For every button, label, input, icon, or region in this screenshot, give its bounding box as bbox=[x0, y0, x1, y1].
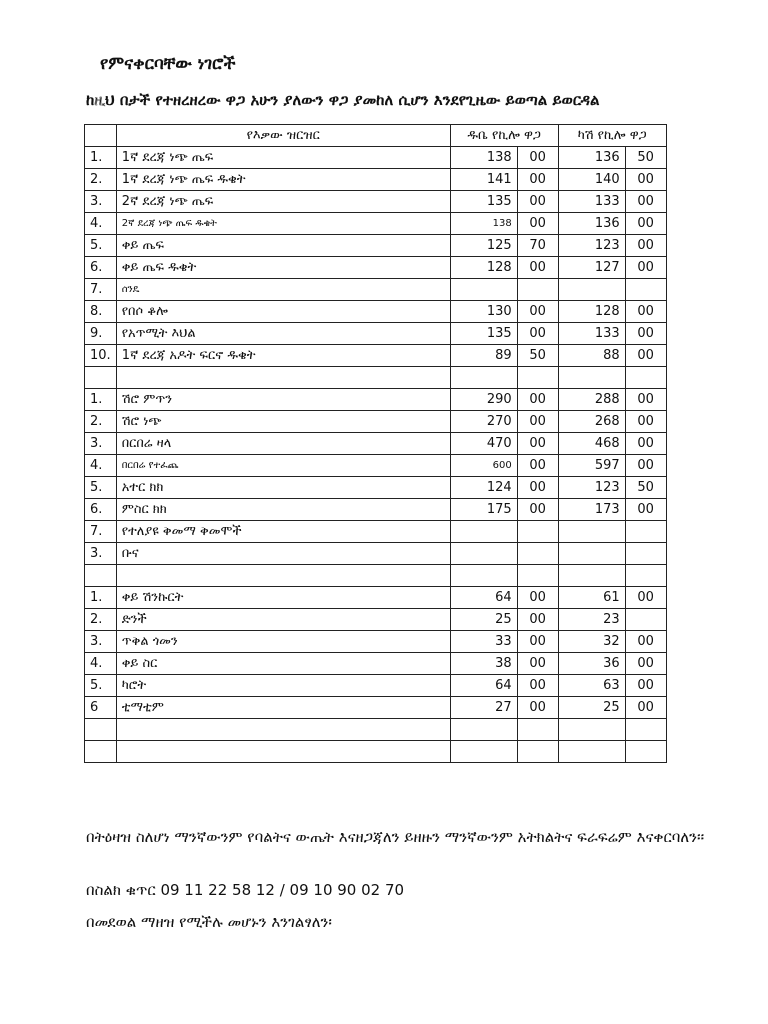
credit-price: 135 bbox=[450, 323, 517, 345]
cash-cents: 00 bbox=[625, 345, 666, 367]
credit-price bbox=[450, 367, 517, 389]
table-row bbox=[85, 433, 667, 455]
item-name bbox=[116, 367, 450, 389]
credit-price: 89 bbox=[450, 345, 517, 367]
credit-price: 64 bbox=[450, 675, 517, 697]
credit-price: 27 bbox=[450, 697, 517, 719]
credit-price: 600 bbox=[450, 455, 517, 477]
row-number: 10. bbox=[85, 345, 117, 367]
table-row bbox=[85, 741, 667, 763]
cash-cents bbox=[625, 565, 666, 587]
cash-price: 88 bbox=[558, 345, 625, 367]
cash-cents: 50 bbox=[625, 477, 666, 499]
footer-phone: በስልክ ቁጥር 09 11 22 58 12 / 09 10 90 02 70 bbox=[86, 881, 405, 899]
row-number: 2. bbox=[85, 411, 117, 433]
cash-cents: 00 bbox=[625, 675, 666, 697]
credit-cents: 00 bbox=[517, 455, 558, 477]
table-row bbox=[85, 257, 667, 279]
cash-price bbox=[558, 565, 625, 587]
credit-cents bbox=[517, 565, 558, 587]
table-row bbox=[85, 169, 667, 191]
cash-price: 140 bbox=[558, 169, 625, 191]
item-name: ድንች bbox=[116, 609, 450, 631]
cash-cents: 00 bbox=[625, 455, 666, 477]
credit-cents: 00 bbox=[517, 147, 558, 169]
cash-price: 468 bbox=[558, 433, 625, 455]
table-row bbox=[85, 367, 667, 389]
table-row bbox=[85, 697, 667, 719]
table-row bbox=[85, 455, 667, 477]
credit-price bbox=[450, 719, 517, 741]
cash-cents: 00 bbox=[625, 389, 666, 411]
credit-price bbox=[450, 741, 517, 763]
credit-cents bbox=[517, 521, 558, 543]
credit-cents: 00 bbox=[517, 433, 558, 455]
table-row bbox=[85, 191, 667, 213]
credit-price: 470 bbox=[450, 433, 517, 455]
table-row bbox=[85, 323, 667, 345]
cash-price: 123 bbox=[558, 477, 625, 499]
row-number: 2. bbox=[85, 169, 117, 191]
credit-price: 290 bbox=[450, 389, 517, 411]
item-name: ቀይ ሽንኩርት bbox=[116, 587, 450, 609]
row-number: 1. bbox=[85, 587, 117, 609]
cash-cents bbox=[625, 719, 666, 741]
table-row bbox=[85, 499, 667, 521]
cash-cents: 50 bbox=[625, 147, 666, 169]
item-name: ምስር ክክ bbox=[116, 499, 450, 521]
credit-price: 25 bbox=[450, 609, 517, 631]
item-name bbox=[116, 565, 450, 587]
item-name: የተለያዩ ቅመማ ቅመሞች bbox=[116, 521, 450, 543]
item-name: ሰንዴ bbox=[116, 279, 450, 301]
cash-cents: 00 bbox=[625, 433, 666, 455]
cash-price: 136 bbox=[558, 147, 625, 169]
cash-price bbox=[558, 367, 625, 389]
cash-cents: 00 bbox=[625, 301, 666, 323]
cash-price: 123 bbox=[558, 235, 625, 257]
credit-cents: 00 bbox=[517, 389, 558, 411]
cash-cents: 00 bbox=[625, 191, 666, 213]
item-name: ካሮት bbox=[116, 675, 450, 697]
price-table bbox=[84, 124, 667, 763]
row-number: 7. bbox=[85, 279, 117, 301]
table-header-row bbox=[85, 125, 667, 147]
table-row bbox=[85, 301, 667, 323]
cash-cents bbox=[625, 741, 666, 763]
credit-cents: 00 bbox=[517, 411, 558, 433]
cash-price: 173 bbox=[558, 499, 625, 521]
row-number: 3. bbox=[85, 543, 117, 565]
cash-price: 32 bbox=[558, 631, 625, 653]
table-row bbox=[85, 147, 667, 169]
credit-cents: 00 bbox=[517, 631, 558, 653]
cash-cents: 00 bbox=[625, 213, 666, 235]
cash-price bbox=[558, 543, 625, 565]
credit-cents bbox=[517, 741, 558, 763]
cash-cents bbox=[625, 609, 666, 631]
cash-price: 127 bbox=[558, 257, 625, 279]
table-row bbox=[85, 521, 667, 543]
credit-cents bbox=[517, 543, 558, 565]
credit-cents: 00 bbox=[517, 609, 558, 631]
credit-price bbox=[450, 521, 517, 543]
credit-price: 124 bbox=[450, 477, 517, 499]
cash-cents bbox=[625, 367, 666, 389]
table-row bbox=[85, 675, 667, 697]
item-name: በርበሬ ዛላ bbox=[116, 433, 450, 455]
table-row bbox=[85, 279, 667, 301]
item-name: አተር ክክ bbox=[116, 477, 450, 499]
row-number: 4. bbox=[85, 455, 117, 477]
item-name: የበሶ ቆሎ bbox=[116, 301, 450, 323]
row-number: 1. bbox=[85, 147, 117, 169]
header-cash-price: ካሽ የኪሎ ዋጋ bbox=[558, 125, 666, 147]
cash-cents bbox=[625, 543, 666, 565]
table-row bbox=[85, 235, 667, 257]
credit-price: 125 bbox=[450, 235, 517, 257]
item-name: ቀይ ጤፍ bbox=[116, 235, 450, 257]
cash-price bbox=[558, 279, 625, 301]
credit-price bbox=[450, 543, 517, 565]
row-number: 5. bbox=[85, 235, 117, 257]
table-row bbox=[85, 543, 667, 565]
cash-price: 597 bbox=[558, 455, 625, 477]
row-number: 7. bbox=[85, 521, 117, 543]
item-name: ቡና bbox=[116, 543, 450, 565]
table-row bbox=[85, 477, 667, 499]
cash-price: 136 bbox=[558, 213, 625, 235]
credit-price: 138 bbox=[450, 213, 517, 235]
item-name: 2ኛ ደረጃ ነጭ ጤፍ ዱቄት bbox=[116, 213, 450, 235]
header-item-list: የእቃው ዝርዝር bbox=[116, 125, 450, 147]
table-row bbox=[85, 587, 667, 609]
cash-cents: 00 bbox=[625, 653, 666, 675]
row-number: 6. bbox=[85, 499, 117, 521]
item-name: ቲማቲም bbox=[116, 697, 450, 719]
item-name: 1ኛ ደረጃ ነጭ ጤፍ ዱቄት bbox=[116, 169, 450, 191]
credit-cents: 00 bbox=[517, 257, 558, 279]
table-row bbox=[85, 653, 667, 675]
cash-cents: 00 bbox=[625, 257, 666, 279]
cash-price: 36 bbox=[558, 653, 625, 675]
cash-cents: 00 bbox=[625, 323, 666, 345]
page-title: የምናቀርባቸው ነገሮች bbox=[100, 54, 236, 74]
cash-price: 61 bbox=[558, 587, 625, 609]
credit-cents: 00 bbox=[517, 323, 558, 345]
cash-price: 63 bbox=[558, 675, 625, 697]
cash-cents: 00 bbox=[625, 169, 666, 191]
row-number: 3. bbox=[85, 433, 117, 455]
credit-price bbox=[450, 565, 517, 587]
row-number: 6. bbox=[85, 257, 117, 279]
item-name: 1ኛ ደረጃ ነጭ ጤፍ bbox=[116, 147, 450, 169]
credit-cents: 00 bbox=[517, 191, 558, 213]
credit-price: 38 bbox=[450, 653, 517, 675]
credit-price: 270 bbox=[450, 411, 517, 433]
cash-cents: 00 bbox=[625, 587, 666, 609]
row-number: 6 bbox=[85, 697, 117, 719]
credit-cents: 00 bbox=[517, 697, 558, 719]
cash-price: 288 bbox=[558, 389, 625, 411]
item-name bbox=[116, 741, 450, 763]
table-row bbox=[85, 213, 667, 235]
credit-price: 130 bbox=[450, 301, 517, 323]
cash-price: 133 bbox=[558, 323, 625, 345]
credit-price: 135 bbox=[450, 191, 517, 213]
table-row bbox=[85, 631, 667, 653]
table-row bbox=[85, 411, 667, 433]
row-number: 3. bbox=[85, 191, 117, 213]
table-row bbox=[85, 609, 667, 631]
cash-price bbox=[558, 521, 625, 543]
page-subtitle: ከዚህ በታች የተዘረዘረው ዋጋ አሁን ያለውን ዋጋ ያመከለ ሲሆን እንደየጊዜው ይወጣል ይወርዳል bbox=[86, 91, 600, 109]
cash-cents: 00 bbox=[625, 235, 666, 257]
credit-cents bbox=[517, 719, 558, 741]
item-name: 1ኛ ደረጃ አዶት ፍርኖ ዱቄት bbox=[116, 345, 450, 367]
row-number bbox=[85, 741, 117, 763]
credit-cents: 00 bbox=[517, 587, 558, 609]
item-name: የአጥሚት እህል bbox=[116, 323, 450, 345]
row-number bbox=[85, 719, 117, 741]
credit-cents: 00 bbox=[517, 169, 558, 191]
row-number: 4. bbox=[85, 213, 117, 235]
cash-price: 23 bbox=[558, 609, 625, 631]
table-row bbox=[85, 345, 667, 367]
table-row bbox=[85, 719, 667, 741]
credit-price: 175 bbox=[450, 499, 517, 521]
credit-cents: 00 bbox=[517, 675, 558, 697]
cash-price bbox=[558, 719, 625, 741]
row-number bbox=[85, 367, 117, 389]
credit-cents: 70 bbox=[517, 235, 558, 257]
credit-cents: 00 bbox=[517, 301, 558, 323]
item-name: በርበሬ የተፈጨ bbox=[116, 455, 450, 477]
item-name: ቀይ ጤፍ ዱቄት bbox=[116, 257, 450, 279]
credit-cents: 00 bbox=[517, 213, 558, 235]
item-name: 2ኛ ደረጃ ነጭ ጤፍ bbox=[116, 191, 450, 213]
row-number: 3. bbox=[85, 631, 117, 653]
row-number: 5. bbox=[85, 477, 117, 499]
cash-cents bbox=[625, 279, 666, 301]
cash-cents bbox=[625, 521, 666, 543]
item-name bbox=[116, 719, 450, 741]
credit-price: 141 bbox=[450, 169, 517, 191]
credit-cents: 00 bbox=[517, 653, 558, 675]
row-number: 9. bbox=[85, 323, 117, 345]
credit-cents: 50 bbox=[517, 345, 558, 367]
row-number: 5. bbox=[85, 675, 117, 697]
row-number: 2. bbox=[85, 609, 117, 631]
item-name: ሽሮ ነጭ bbox=[116, 411, 450, 433]
credit-cents bbox=[517, 279, 558, 301]
credit-price: 128 bbox=[450, 257, 517, 279]
cash-cents: 00 bbox=[625, 411, 666, 433]
row-number bbox=[85, 565, 117, 587]
credit-cents: 00 bbox=[517, 499, 558, 521]
item-name: ቀይ ስር bbox=[116, 653, 450, 675]
credit-price bbox=[450, 279, 517, 301]
cash-price: 128 bbox=[558, 301, 625, 323]
table-row bbox=[85, 389, 667, 411]
credit-cents bbox=[517, 367, 558, 389]
header-credit-price: ዱቤ የኪሎ ዋጋ bbox=[450, 125, 558, 147]
cash-cents: 00 bbox=[625, 631, 666, 653]
footer-call-note: በመደወል ማዘዝ የሚችሉ መሆኑን እንገልፃለን፡ bbox=[86, 913, 332, 931]
table-row bbox=[85, 565, 667, 587]
item-name: ሽሮ ምጥን bbox=[116, 389, 450, 411]
row-number: 1. bbox=[85, 389, 117, 411]
cash-price: 25 bbox=[558, 697, 625, 719]
header-number bbox=[85, 125, 117, 147]
credit-price: 138 bbox=[450, 147, 517, 169]
cash-price bbox=[558, 741, 625, 763]
cash-price: 268 bbox=[558, 411, 625, 433]
footer-order-note: በትዕዛዝ ስለሆነ ማንኛውንም የባልትና ውጤት እናዘጋጃለን ይዘዙን ማንኛውንም አትክልትና ፍራፍሬም እናቀርባለን፡፡ bbox=[86, 828, 705, 846]
cash-cents: 00 bbox=[625, 697, 666, 719]
credit-cents: 00 bbox=[517, 477, 558, 499]
row-number: 4. bbox=[85, 653, 117, 675]
credit-price: 33 bbox=[450, 631, 517, 653]
cash-cents: 00 bbox=[625, 499, 666, 521]
row-number: 8. bbox=[85, 301, 117, 323]
cash-price: 133 bbox=[558, 191, 625, 213]
item-name: ጥቅል ጎመን bbox=[116, 631, 450, 653]
credit-price: 64 bbox=[450, 587, 517, 609]
